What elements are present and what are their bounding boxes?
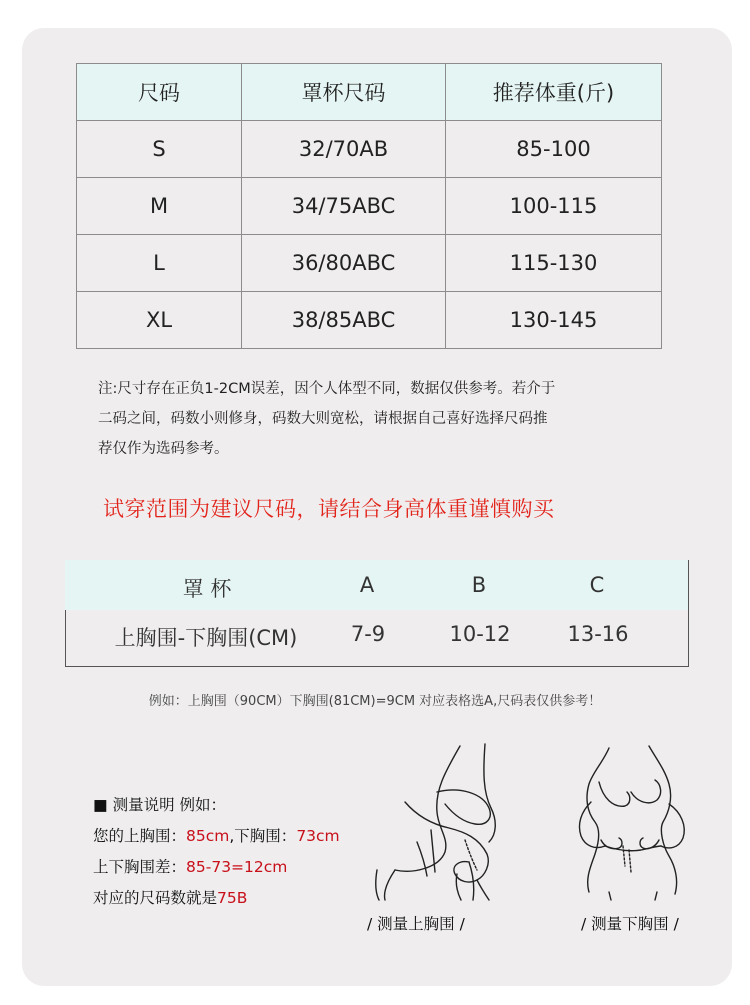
note-line: 注:尺寸存在正负1-2CM误差，因个人体型不同，数据仅供参考。若介于 xyxy=(98,381,556,397)
diff-label: 上下胸围差： xyxy=(93,858,187,876)
cell-cup: 36/80ABC xyxy=(242,235,446,292)
under-bust-illustration xyxy=(565,742,700,902)
cell-weight: 115-130 xyxy=(446,235,662,292)
cup-row-label: 上胸围-下胸围(CM) xyxy=(114,626,298,650)
cell-size: M xyxy=(77,178,242,235)
result-label: 对应的尺码数就是 xyxy=(93,889,218,907)
range-b: 10-12 xyxy=(449,622,511,646)
measure-line-diff xyxy=(93,852,340,883)
lower-bust-value: 73cm xyxy=(296,827,340,845)
cell-cup: 34/75ABC xyxy=(242,178,446,235)
table-row xyxy=(77,121,662,178)
diff-value: 85-73=12cm xyxy=(186,858,288,876)
result-value: 75B xyxy=(217,889,248,907)
note-line: 二码之间，码数小则修身，码数大则宽松，请根据自己喜好选择尺码推 xyxy=(98,411,548,427)
cup-table xyxy=(65,560,689,667)
caption-under-bust: / 测量下胸围 / xyxy=(581,915,679,933)
size-table xyxy=(76,63,662,349)
size-table-header xyxy=(77,64,662,121)
caption-upper-bust: / 测量上胸围 / xyxy=(367,915,465,933)
table-row xyxy=(77,235,662,292)
cup-c: C xyxy=(589,573,605,597)
measure-line-bust xyxy=(93,821,340,852)
cup-table-header xyxy=(65,560,689,610)
cell-cup: 38/85ABC xyxy=(242,292,446,349)
cell-weight: 130-145 xyxy=(446,292,662,349)
header-size: 尺码 xyxy=(77,64,242,121)
cell-cup: 32/70AB xyxy=(242,121,446,178)
lower-bust-label: ,下胸围： xyxy=(229,827,297,845)
upper-bust-illustration xyxy=(365,742,525,902)
fitting-warning: 试穿范围为建议尺码，请结合身高体重谨慎购买 xyxy=(103,497,555,521)
example-text: 例如：上胸围（90CM）下胸围(81CM)=9CM 对应表格选A,尺码表仅供参考！ xyxy=(148,694,602,709)
header-weight: 推荐体重(斤) xyxy=(446,64,662,121)
header-cup-size: 罩杯尺码 xyxy=(242,64,446,121)
cell-size: S xyxy=(77,121,242,178)
upper-bust-value: 85cm xyxy=(186,827,230,845)
cell-size: XL xyxy=(77,292,242,349)
cell-weight: 100-115 xyxy=(446,178,662,235)
cup-table-row xyxy=(65,610,689,667)
range-a: 7-9 xyxy=(350,622,386,646)
cup-header-label: 罩 杯 xyxy=(182,577,232,601)
table-row xyxy=(77,178,662,235)
measure-line-result xyxy=(93,883,340,914)
cell-size: L xyxy=(77,235,242,292)
measure-title: ■ 测量说明 例如： xyxy=(93,796,226,814)
table-row xyxy=(77,292,662,349)
measure-instructions xyxy=(93,790,340,914)
upper-bust-label: 您的上胸围： xyxy=(93,827,187,845)
divider xyxy=(688,560,689,610)
cell-weight: 85-100 xyxy=(446,121,662,178)
note-line: 荐仅作为选码参考。 xyxy=(98,441,229,457)
cup-b: B xyxy=(471,573,487,597)
size-note xyxy=(98,374,658,464)
cup-a: A xyxy=(359,573,375,597)
range-c: 13-16 xyxy=(567,622,629,646)
